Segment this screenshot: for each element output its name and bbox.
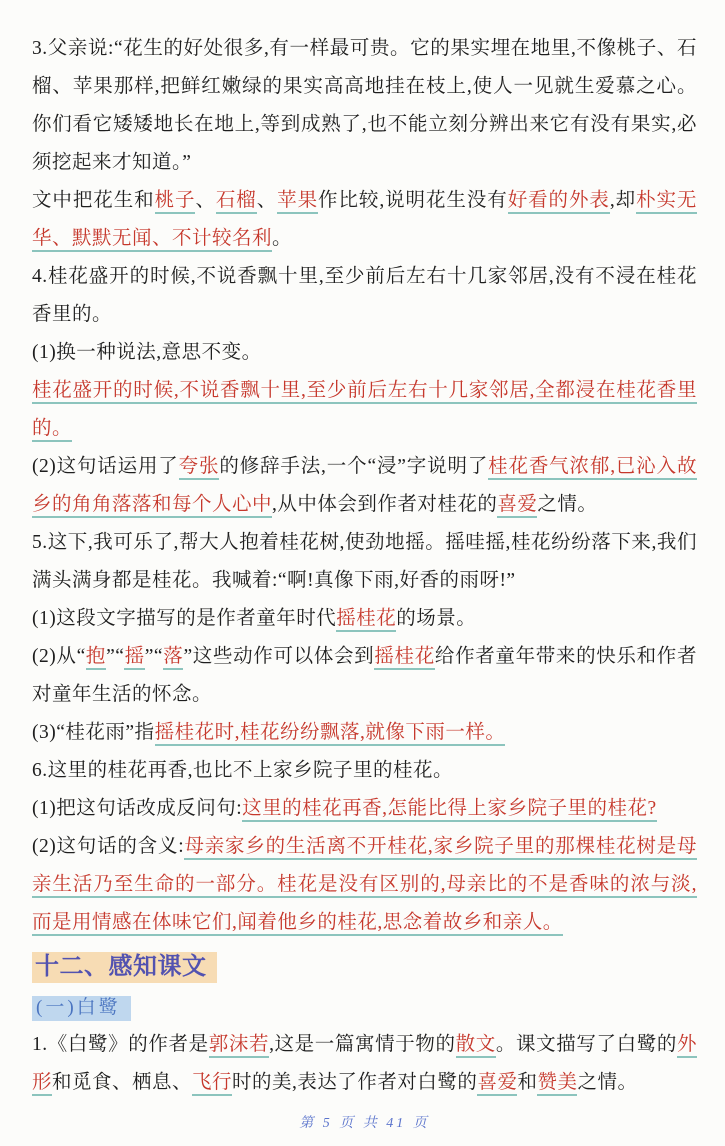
heading-text: 十二、感知课文 [32, 952, 217, 983]
text-segment: 和 [517, 1072, 538, 1093]
text-segment: 、 [195, 190, 216, 211]
answer-text: 赞美 [537, 1072, 577, 1096]
text-segment: 5.这下,我可乐了,帮大人抱着桂花树,使劲地摇。摇哇摇,桂花纷纷落下来,我们满头满身都是桂花。我喊着:“啊!真像下雨,好香的雨呀!” [32, 532, 697, 591]
question-4-1 [32, 334, 697, 372]
text-segment: 、 [256, 190, 278, 211]
answer-text: 摇桂花 [374, 646, 435, 670]
text-segment: 和觅食、栖息、 [52, 1072, 193, 1093]
text-segment: ,这是一篇寓情于物的 [269, 1034, 456, 1055]
text-segment: ,从中体会到作者对桂花的 [272, 494, 498, 515]
text-segment: (3)“桂花雨”指 [32, 722, 155, 743]
text-segment: 6.这里的桂花再香,也比不上家乡院子里的桂花。 [32, 760, 454, 781]
answer-5-1 [32, 600, 697, 638]
text-segment: 时的美,表达了作者对白鹭的 [232, 1072, 478, 1093]
text-segment: 4.桂花盛开的时候,不说香飘十里,至少前后左右十几家邻居,没有不浸在桂花香里的。 [32, 266, 697, 325]
answer-text: 飞行 [192, 1072, 232, 1096]
subsection-heading-bailu [32, 990, 697, 1026]
text-segment: (2)这句话的含义: [32, 836, 185, 857]
text-segment: 的修辞手法,一个“浸”字说明了 [219, 456, 489, 477]
answer-text: 落 [163, 646, 183, 670]
answer-text: 石榴 [216, 190, 257, 214]
text-segment: 1.《白鹭》的作者是 [32, 1034, 209, 1055]
text-segment: 文中把花生和 [32, 190, 155, 211]
answer-text: 摇桂花 [336, 608, 396, 632]
text-segment: (1)这段文字描写的是作者童年时代 [32, 608, 337, 629]
answer-text: 摇 [124, 646, 144, 670]
bailu-question-1 [32, 1026, 697, 1102]
question-3 [32, 30, 697, 182]
text-segment: (1)把这句话改成反问句: [32, 798, 243, 819]
answer-text: 苹果 [277, 190, 318, 214]
answer-text: 抱 [86, 646, 106, 670]
answer-6-1 [32, 790, 697, 828]
document-body [32, 30, 697, 1102]
answer-text: 喜爱 [497, 494, 537, 518]
heading-text: (一)白鹭 [32, 996, 131, 1021]
text-segment: 作比较,说明花生没有 [318, 190, 508, 211]
answer-text: 桂花盛开的时候,不说香飘十里,至少前后左右十几家邻居,全都浸在桂花香里的。 [32, 380, 697, 442]
answer-text: 好看的外表 [508, 190, 610, 214]
page-number-footer: 第 5 页 共 41 页 [299, 1116, 430, 1131]
answer-text: 桃子 [155, 190, 196, 214]
answer-text: 桂花香气浓郁,已沁入故乡的角角落落和每个人心中 [32, 456, 697, 518]
text-segment: (2)从“ [32, 646, 86, 667]
answer-text: 夸张 [179, 456, 220, 480]
answer-6-2 [32, 828, 697, 942]
text-segment: ,却 [609, 190, 637, 211]
answer-5-3 [32, 714, 697, 752]
answer-text: 外形 [32, 1034, 697, 1096]
text-segment: (2)这句话运用了 [32, 456, 179, 477]
text-segment: ”“ [144, 646, 164, 667]
text-segment: 。 [272, 228, 293, 249]
text-segment: 3.父亲说:“花生的好处很多,有一样最可贵。它的果实埋在地里,不像桃子、石榴、苹果那样,把鲜红嫩绿的果实高高地挂在枝上,使人一见就生爱慕之心。你们看它矮矮地长在地上,等到成熟了,也不能立刻分辨出来它有没有果实,必须挖起来才知道。” [32, 38, 697, 173]
text-segment: ”这些动作可以体会到 [183, 646, 375, 667]
answer-5-2 [32, 638, 697, 714]
question-6 [32, 752, 697, 790]
section-heading-12 [32, 946, 697, 990]
text-segment: 之情。 [537, 494, 598, 515]
text-segment: (1)换一种说法,意思不变。 [32, 342, 262, 363]
text-segment: ”“ [106, 646, 125, 667]
answer-text: 朴实无华、默默无闻、不计较名利 [32, 190, 697, 252]
answer-3 [32, 182, 697, 258]
answer-text: 母亲家乡的生活离不开桂花,家乡院子里的那棵桂花树是母亲生活乃至生命的一部分。桂花是没有区别的,母亲比的不是香味的浓与淡,而是用情感在体味它们,闻着他乡的桂花,思念着故乡和亲人。 [32, 836, 697, 936]
answer-text: 散文 [456, 1034, 496, 1058]
question-4 [32, 258, 697, 334]
text-segment: 之情。 [577, 1072, 638, 1093]
answer-text: 这里的桂花再香,怎能比得上家乡院子里的桂花? [242, 798, 657, 822]
answer-4-2 [32, 448, 697, 524]
answer-text: 喜爱 [477, 1072, 517, 1096]
question-5 [32, 524, 697, 600]
answer-4-1 [32, 372, 697, 448]
text-segment: 给作者童年带来的快乐和作者对童年生活的怀念。 [32, 646, 697, 705]
answer-text: 摇桂花时,桂花纷纷飘落,就像下雨一样。 [155, 722, 506, 746]
text-segment: 的场景。 [396, 608, 477, 629]
answer-text: 郭沫若 [209, 1034, 269, 1058]
text-segment: 。课文描写了白鹭的 [495, 1034, 677, 1055]
